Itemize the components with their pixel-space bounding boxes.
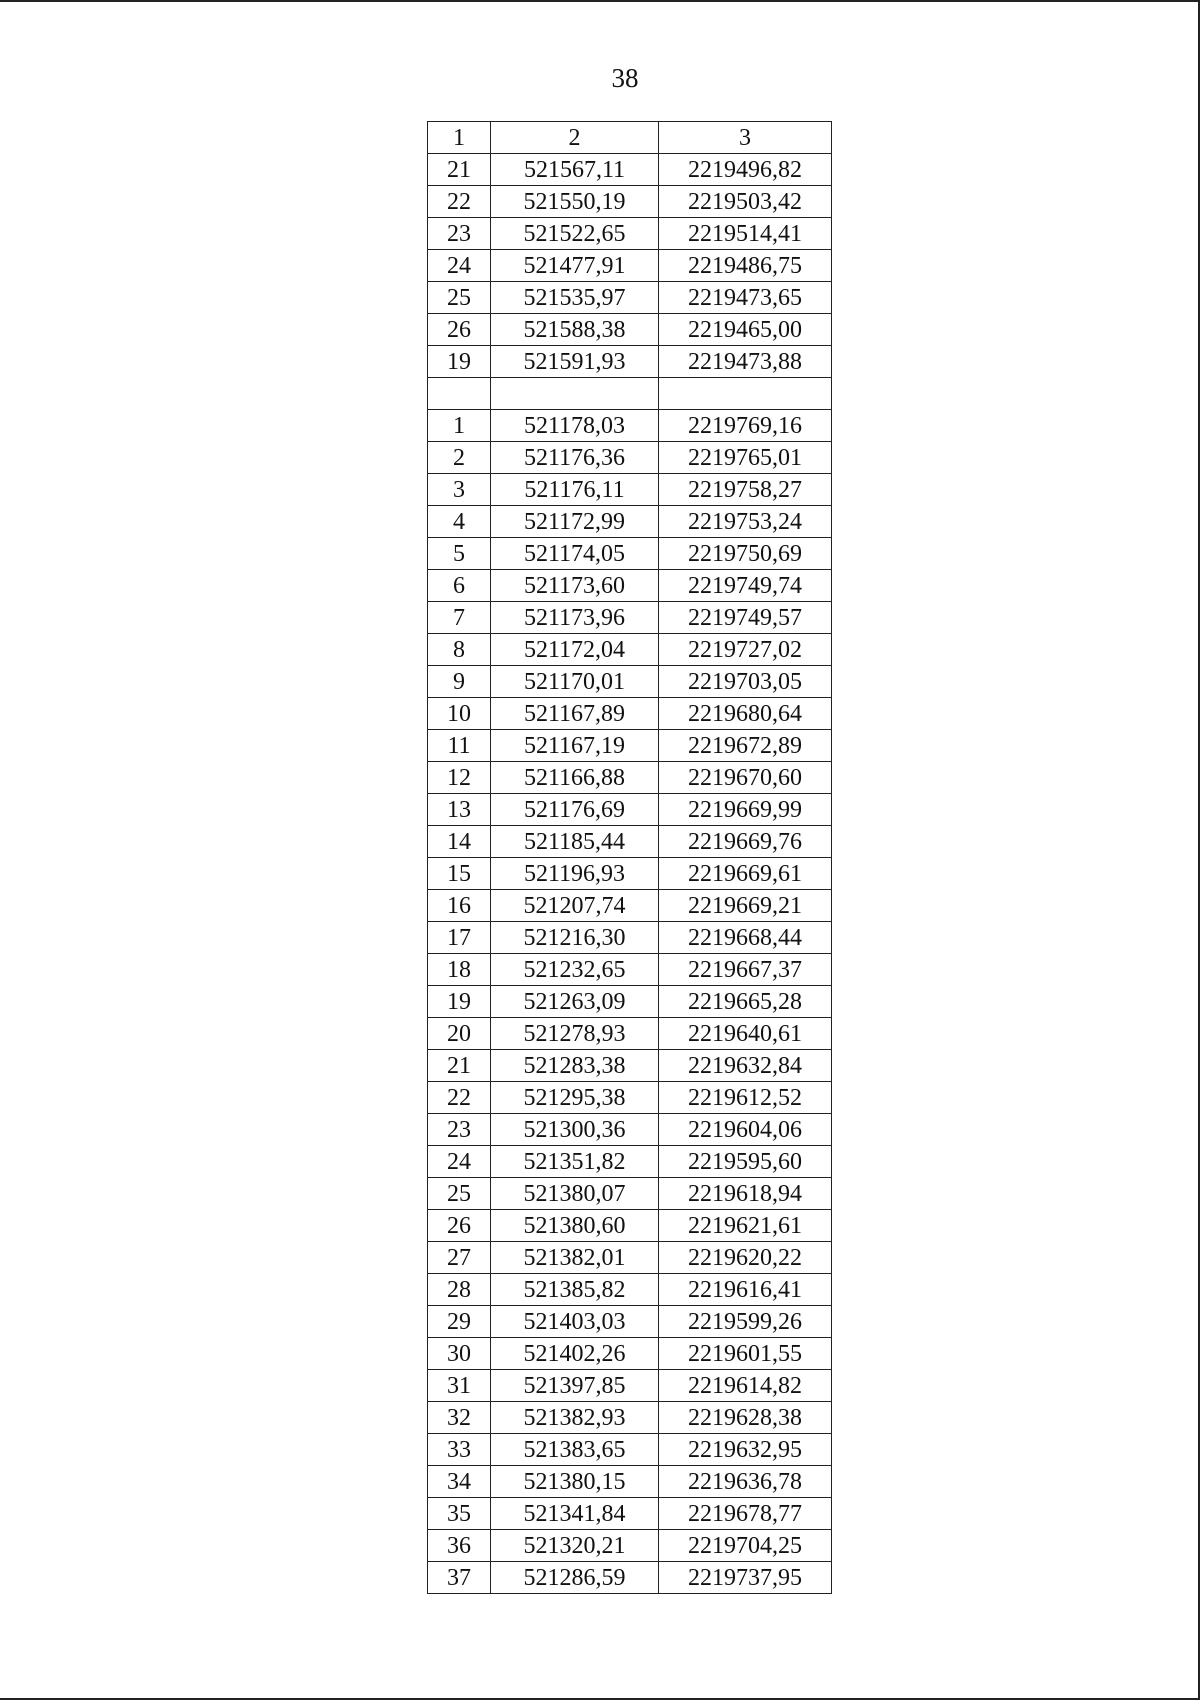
- x-coordinate-cell: 521300,36: [491, 1114, 659, 1146]
- point-number-cell: 21: [428, 1050, 491, 1082]
- page-number: 38: [611, 63, 639, 93]
- x-coordinate-cell: 521402,26: [491, 1338, 659, 1370]
- x-coordinate-cell: 521278,93: [491, 1018, 659, 1050]
- y-coordinate-cell: 2219765,01: [659, 442, 832, 474]
- y-coordinate-cell: 2219665,28: [659, 986, 832, 1018]
- x-coordinate-cell: 521383,65: [491, 1434, 659, 1466]
- point-number-cell: 16: [428, 890, 491, 922]
- table-row: [428, 1466, 832, 1498]
- y-coordinate-cell: 2219749,74: [659, 570, 832, 602]
- table-row: [428, 1530, 832, 1562]
- y-coordinate-cell: 2219595,60: [659, 1146, 832, 1178]
- x-coordinate-cell: 521170,01: [491, 666, 659, 698]
- table-row: [428, 1178, 832, 1210]
- y-coordinate-cell: 2219669,99: [659, 794, 832, 826]
- x-coordinate-cell: 521380,15: [491, 1466, 659, 1498]
- point-number-cell: 24: [428, 1146, 491, 1178]
- y-coordinate-cell: 2219680,64: [659, 698, 832, 730]
- table-row: [428, 314, 832, 346]
- x-coordinate-cell: 521567,11: [491, 154, 659, 186]
- table-row: [428, 474, 832, 506]
- y-coordinate-cell: 2219753,24: [659, 506, 832, 538]
- page-border-top: [0, 0, 1200, 2]
- table-row: [428, 1210, 832, 1242]
- table-row: [428, 890, 832, 922]
- y-coordinate-cell: 2219758,27: [659, 474, 832, 506]
- x-coordinate-cell: 521380,07: [491, 1178, 659, 1210]
- y-coordinate-cell: 2219486,75: [659, 250, 832, 282]
- x-coordinate-cell: 521351,82: [491, 1146, 659, 1178]
- point-number-cell: 20: [428, 1018, 491, 1050]
- x-coordinate-cell: 521477,91: [491, 250, 659, 282]
- y-coordinate-cell: 2219632,84: [659, 1050, 832, 1082]
- table-row: [428, 1114, 832, 1146]
- table-row: [428, 762, 832, 794]
- x-coordinate-cell: 521550,19: [491, 186, 659, 218]
- y-coordinate-cell: 2219616,41: [659, 1274, 832, 1306]
- table-row: [428, 794, 832, 826]
- point-number-cell: 12: [428, 762, 491, 794]
- table-row: [428, 1018, 832, 1050]
- point-number-cell: 9: [428, 666, 491, 698]
- point-number-cell: 8: [428, 634, 491, 666]
- table-row: [428, 1306, 832, 1338]
- point-number-cell: 28: [428, 1274, 491, 1306]
- x-coordinate-cell: 521320,21: [491, 1530, 659, 1562]
- x-coordinate-cell: 521172,99: [491, 506, 659, 538]
- x-coordinate-cell: 521283,38: [491, 1050, 659, 1082]
- x-coordinate-cell: 521522,65: [491, 218, 659, 250]
- y-coordinate-cell: 2219749,57: [659, 602, 832, 634]
- point-number-cell: 23: [428, 1114, 491, 1146]
- y-coordinate-cell: 2219620,22: [659, 1242, 832, 1274]
- x-coordinate-cell: 521403,03: [491, 1306, 659, 1338]
- point-number-cell: 10: [428, 698, 491, 730]
- point-number-cell: 19: [428, 346, 491, 378]
- table-row: [428, 1498, 832, 1530]
- y-coordinate-cell: 2219737,95: [659, 1562, 832, 1594]
- coordinates-table: [427, 121, 832, 1594]
- table-row: [428, 570, 832, 602]
- column-header: 1: [428, 122, 491, 154]
- y-coordinate-cell: 2219727,02: [659, 634, 832, 666]
- table-row: [428, 506, 832, 538]
- x-coordinate-cell: 521176,36: [491, 442, 659, 474]
- table-row: [428, 634, 832, 666]
- x-coordinate-cell: 521385,82: [491, 1274, 659, 1306]
- x-coordinate-cell: 521176,69: [491, 794, 659, 826]
- table-row: [428, 922, 832, 954]
- table-row: [428, 1050, 832, 1082]
- table-row: [428, 602, 832, 634]
- point-number-cell: 37: [428, 1562, 491, 1594]
- y-coordinate-cell: 2219612,52: [659, 1082, 832, 1114]
- x-coordinate-cell: 521166,88: [491, 762, 659, 794]
- y-coordinate-cell: 2219769,16: [659, 410, 832, 442]
- point-number-cell: 26: [428, 1210, 491, 1242]
- x-coordinate-cell: 521588,38: [491, 314, 659, 346]
- point-number-cell: 2: [428, 442, 491, 474]
- point-number-cell: 23: [428, 218, 491, 250]
- x-coordinate-cell: 521397,85: [491, 1370, 659, 1402]
- x-coordinate-cell: 521535,97: [491, 282, 659, 314]
- x-coordinate-cell: 521232,65: [491, 954, 659, 986]
- x-coordinate-cell: 521178,03: [491, 410, 659, 442]
- table-row: [428, 1242, 832, 1274]
- table-row: [428, 1562, 832, 1594]
- table-row: [428, 826, 832, 858]
- y-coordinate-cell: 2219473,88: [659, 346, 832, 378]
- x-coordinate-cell: [491, 378, 659, 410]
- x-coordinate-cell: 521167,19: [491, 730, 659, 762]
- table-row: [428, 218, 832, 250]
- y-coordinate-cell: 2219640,61: [659, 1018, 832, 1050]
- point-number-cell: 1: [428, 410, 491, 442]
- table-row: [428, 698, 832, 730]
- table-row: [428, 1434, 832, 1466]
- table-row: [428, 986, 832, 1018]
- point-number-cell: 3: [428, 474, 491, 506]
- point-number-cell: 21: [428, 154, 491, 186]
- y-coordinate-cell: 2219636,78: [659, 1466, 832, 1498]
- y-coordinate-cell: 2219473,65: [659, 282, 832, 314]
- y-coordinate-cell: 2219618,94: [659, 1178, 832, 1210]
- x-coordinate-cell: 521174,05: [491, 538, 659, 570]
- table-row: [428, 1082, 832, 1114]
- point-number-cell: 17: [428, 922, 491, 954]
- y-coordinate-cell: 2219703,05: [659, 666, 832, 698]
- point-number-cell: 29: [428, 1306, 491, 1338]
- point-number-cell: 19: [428, 986, 491, 1018]
- table-row: [428, 1338, 832, 1370]
- y-coordinate-cell: 2219496,82: [659, 154, 832, 186]
- point-number-cell: [428, 378, 491, 410]
- table-row: [428, 442, 832, 474]
- point-number-cell: 22: [428, 186, 491, 218]
- column-header: 3: [659, 122, 832, 154]
- point-number-cell: 24: [428, 250, 491, 282]
- table-row: [428, 954, 832, 986]
- point-number-cell: 4: [428, 506, 491, 538]
- x-coordinate-cell: 521176,11: [491, 474, 659, 506]
- point-number-cell: 15: [428, 858, 491, 890]
- y-coordinate-cell: 2219669,61: [659, 858, 832, 890]
- y-coordinate-cell: 2219667,37: [659, 954, 832, 986]
- table-row: [428, 730, 832, 762]
- table-row: [428, 1146, 832, 1178]
- point-number-cell: 22: [428, 1082, 491, 1114]
- x-coordinate-cell: 521216,30: [491, 922, 659, 954]
- y-coordinate-cell: 2219604,06: [659, 1114, 832, 1146]
- point-number-cell: 13: [428, 794, 491, 826]
- table-body: [428, 154, 832, 1594]
- x-coordinate-cell: 521167,89: [491, 698, 659, 730]
- point-number-cell: 11: [428, 730, 491, 762]
- y-coordinate-cell: 2219465,00: [659, 314, 832, 346]
- x-coordinate-cell: 521286,59: [491, 1562, 659, 1594]
- point-number-cell: 36: [428, 1530, 491, 1562]
- y-coordinate-cell: 2219668,44: [659, 922, 832, 954]
- x-coordinate-cell: 521185,44: [491, 826, 659, 858]
- table-row: [428, 186, 832, 218]
- table-row: [428, 250, 832, 282]
- x-coordinate-cell: 521173,96: [491, 602, 659, 634]
- point-number-cell: 6: [428, 570, 491, 602]
- x-coordinate-cell: 521207,74: [491, 890, 659, 922]
- y-coordinate-cell: 2219503,42: [659, 186, 832, 218]
- y-coordinate-cell: 2219704,25: [659, 1530, 832, 1562]
- y-coordinate-cell: 2219628,38: [659, 1402, 832, 1434]
- x-coordinate-cell: 521382,01: [491, 1242, 659, 1274]
- y-coordinate-cell: 2219599,26: [659, 1306, 832, 1338]
- y-coordinate-cell: 2219670,60: [659, 762, 832, 794]
- point-number-cell: 5: [428, 538, 491, 570]
- point-number-cell: 26: [428, 314, 491, 346]
- x-coordinate-cell: 521196,93: [491, 858, 659, 890]
- point-number-cell: 33: [428, 1434, 491, 1466]
- y-coordinate-cell: 2219614,82: [659, 1370, 832, 1402]
- table-row: [428, 282, 832, 314]
- table-row: [428, 378, 832, 410]
- point-number-cell: 7: [428, 602, 491, 634]
- x-coordinate-cell: 521263,09: [491, 986, 659, 1018]
- point-number-cell: 32: [428, 1402, 491, 1434]
- table-row: [428, 858, 832, 890]
- table-row: [428, 346, 832, 378]
- x-coordinate-cell: 521591,93: [491, 346, 659, 378]
- y-coordinate-cell: 2219621,61: [659, 1210, 832, 1242]
- table-row: [428, 538, 832, 570]
- table-row: [428, 1402, 832, 1434]
- x-coordinate-cell: 521295,38: [491, 1082, 659, 1114]
- column-header: 2: [491, 122, 659, 154]
- table-row: [428, 666, 832, 698]
- table-row: [428, 410, 832, 442]
- table-row: [428, 1370, 832, 1402]
- point-number-cell: 25: [428, 1178, 491, 1210]
- y-coordinate-cell: 2219750,69: [659, 538, 832, 570]
- point-number-cell: 14: [428, 826, 491, 858]
- x-coordinate-cell: 521380,60: [491, 1210, 659, 1242]
- y-coordinate-cell: 2219669,21: [659, 890, 832, 922]
- x-coordinate-cell: 521172,04: [491, 634, 659, 666]
- table-header-row: [428, 122, 832, 154]
- y-coordinate-cell: 2219514,41: [659, 218, 832, 250]
- point-number-cell: 35: [428, 1498, 491, 1530]
- point-number-cell: 31: [428, 1370, 491, 1402]
- y-coordinate-cell: 2219678,77: [659, 1498, 832, 1530]
- y-coordinate-cell: [659, 378, 832, 410]
- x-coordinate-cell: 521173,60: [491, 570, 659, 602]
- x-coordinate-cell: 521341,84: [491, 1498, 659, 1530]
- y-coordinate-cell: 2219672,89: [659, 730, 832, 762]
- point-number-cell: 25: [428, 282, 491, 314]
- table-row: [428, 1274, 832, 1306]
- y-coordinate-cell: 2219669,76: [659, 826, 832, 858]
- table-row: [428, 154, 832, 186]
- y-coordinate-cell: 2219601,55: [659, 1338, 832, 1370]
- point-number-cell: 30: [428, 1338, 491, 1370]
- y-coordinate-cell: 2219632,95: [659, 1434, 832, 1466]
- x-coordinate-cell: 521382,93: [491, 1402, 659, 1434]
- point-number-cell: 18: [428, 954, 491, 986]
- point-number-cell: 34: [428, 1466, 491, 1498]
- point-number-cell: 27: [428, 1242, 491, 1274]
